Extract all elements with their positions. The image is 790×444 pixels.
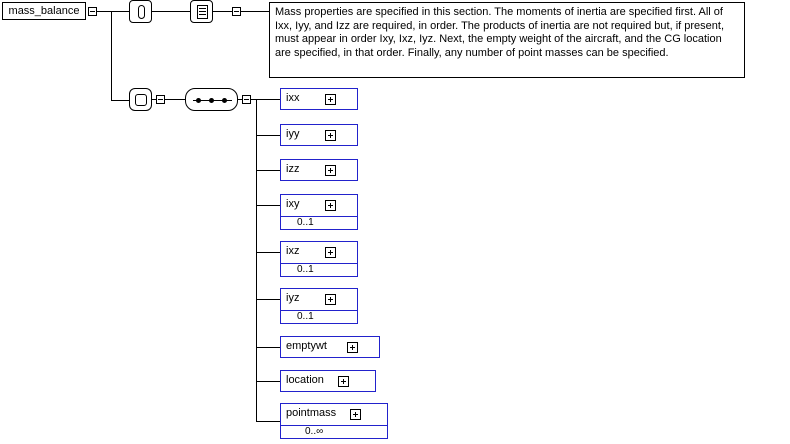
element-izz-expand-icon[interactable]: [325, 165, 336, 176]
element-ixy-separator: [281, 216, 357, 217]
connector-bus-to-ixx: [256, 99, 280, 100]
connector-bus-to-izz: [256, 170, 280, 171]
element-emptywt-expand-icon[interactable]: [347, 342, 358, 353]
documentation-collapse-toggle-icon[interactable]: [232, 7, 241, 16]
root-element-label: mass_balance: [8, 5, 80, 17]
root-collapse-toggle-icon[interactable]: [88, 7, 97, 16]
trunk-vertical: [111, 11, 112, 100]
children-bus-vertical: [256, 99, 257, 421]
element-ixy[interactable]: [280, 194, 358, 230]
element-izz[interactable]: [280, 159, 358, 181]
connector-complextype-to-toggle: [152, 99, 156, 100]
element-ixz-separator: [281, 263, 357, 264]
element-ixz-expand-icon[interactable]: [325, 247, 336, 258]
connector-bus-to-ixy: [256, 205, 280, 206]
connector-bus-to-location: [256, 381, 280, 382]
sequence-dot-2: [209, 98, 214, 103]
connector-bus-to-iyy: [256, 135, 280, 136]
element-iyy-label: iyy: [286, 128, 300, 140]
annotation-text: Mass properties are specified in this section. The moments of inertia are specified first. All of Ixx, Iyy, and Izz are required, in order. The products of inertia are not required but, if present, must appear in order Ixy, Ixz, Iyz. Next, the empty weight of the aircraft, and the CG location are specified, in that order. Finally, any number of point masses can be specified.: [275, 6, 724, 59]
element-emptywt-label: emptywt: [286, 340, 327, 352]
documentation-icon[interactable]: [190, 0, 213, 23]
connector-trunk-to-complextype: [111, 100, 129, 101]
connector-toggle-to-sequence: [165, 99, 185, 100]
element-pointmass-occurrence: 0..∞: [305, 426, 324, 437]
element-ixx[interactable]: [280, 88, 358, 110]
connector-bus-to-pointmass: [256, 421, 280, 422]
element-location-expand-icon[interactable]: [338, 376, 349, 387]
attribute-icon[interactable]: [129, 0, 152, 23]
element-pointmass-expand-icon[interactable]: [350, 409, 361, 420]
root-element-mass-balance[interactable]: [2, 2, 86, 20]
element-pointmass-label: pointmass: [286, 407, 337, 419]
element-iyz-occurrence: 0..1: [297, 311, 314, 322]
connector-documentation-to-toggle: [213, 11, 232, 12]
documentation-line-1: [199, 8, 206, 9]
element-location-label: location: [286, 374, 324, 386]
element-ixy-label: ixy: [286, 198, 300, 210]
sequence-dot-1: [196, 98, 201, 103]
element-iyz-label: iyz: [286, 292, 300, 304]
connector-bus-to-ixz: [256, 252, 280, 253]
element-iyz-expand-icon[interactable]: [325, 294, 336, 305]
connector-trunk-to-attribute: [111, 11, 129, 12]
sequence-icon[interactable]: [185, 88, 238, 111]
connector-bus-to-iyz: [256, 299, 280, 300]
element-iyz[interactable]: [280, 288, 358, 324]
complex-type-collapse-toggle-icon[interactable]: [156, 95, 165, 104]
annotation-text-box: [269, 2, 745, 78]
element-iyz-separator: [281, 310, 357, 311]
attribute-glyph: [138, 5, 145, 19]
documentation-line-3: [199, 14, 206, 15]
element-pointmass-separator: [281, 425, 387, 426]
complex-type-icon[interactable]: [129, 88, 152, 111]
complex-type-inner-glyph: [135, 94, 147, 106]
element-emptywt[interactable]: [280, 336, 380, 358]
element-ixz-label: ixz: [286, 245, 300, 257]
connector-sequence-to-toggle: [238, 99, 242, 100]
connector-attribute-to-documentation: [152, 11, 190, 12]
element-izz-label: izz: [286, 163, 300, 175]
element-ixy-expand-icon[interactable]: [325, 200, 336, 211]
connector-bus-to-emptywt: [256, 347, 280, 348]
connector-toggle-to-annotation: [241, 11, 269, 12]
documentation-line-2: [199, 11, 206, 12]
connector-root-to-trunk: [97, 11, 111, 12]
sequence-collapse-toggle-icon[interactable]: [242, 95, 251, 104]
element-ixy-occurrence: 0..1: [297, 217, 314, 228]
element-ixz-occurrence: 0..1: [297, 264, 314, 275]
element-ixx-label: ixx: [286, 92, 300, 104]
sequence-dot-3: [222, 98, 227, 103]
element-ixx-expand-icon[interactable]: [325, 94, 336, 105]
element-ixz[interactable]: [280, 241, 358, 277]
element-iyy[interactable]: [280, 124, 358, 146]
element-iyy-expand-icon[interactable]: [325, 130, 336, 141]
element-pointmass[interactable]: [280, 403, 388, 439]
element-location[interactable]: [280, 370, 376, 392]
